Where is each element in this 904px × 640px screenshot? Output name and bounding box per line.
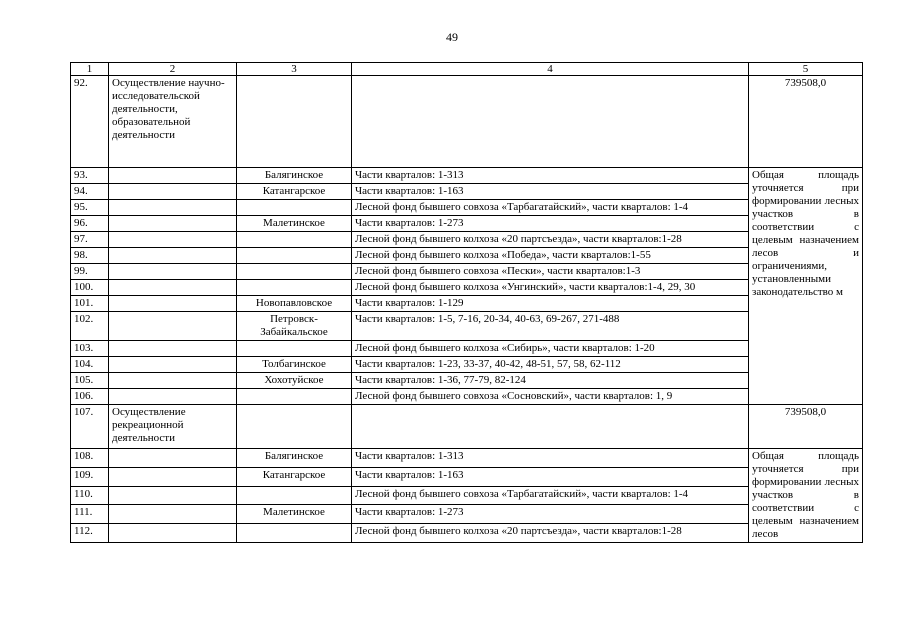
row-number: 92. xyxy=(71,76,109,168)
forestry-name: Новопавловское xyxy=(237,296,352,312)
forestry-name: Катангарское xyxy=(237,467,352,486)
forestry-name xyxy=(237,486,352,505)
table-row xyxy=(71,341,863,357)
row-number: 94. xyxy=(71,184,109,200)
forestry-name xyxy=(237,341,352,357)
row-number: 97. xyxy=(71,232,109,248)
location-description: Лесной фонд бывшего колхоза «Унгинский», части кварталов:1-4, 29, 30 xyxy=(352,280,749,296)
header-row xyxy=(71,63,863,76)
location-description xyxy=(352,76,749,168)
location-description xyxy=(352,405,749,449)
activity-type xyxy=(109,467,237,486)
forestry-name: Балягинское xyxy=(237,168,352,184)
total-area: 739508,0 xyxy=(749,76,863,168)
forestry-name xyxy=(237,524,352,543)
location-description: Части кварталов: 1-5, 7-16, 20-34, 40-63, 69-267, 271-488 xyxy=(352,312,749,341)
area-note: Общая площадь уточняется при формировании лесных участков в соответствии с целевым назначением лесов xyxy=(749,449,863,543)
location-description: Части кварталов: 1-273 xyxy=(352,505,749,524)
table-row xyxy=(71,296,863,312)
location-description: Части кварталов: 1-313 xyxy=(352,449,749,468)
forestry-name: Хохотуйское xyxy=(237,373,352,389)
activity-type: Осуществление научно-исследовательской деятельности, образовательной деятельности xyxy=(109,76,237,168)
forest-use-table xyxy=(70,62,863,543)
activity-type xyxy=(109,357,237,373)
forestry-name xyxy=(237,200,352,216)
row-number: 107. xyxy=(71,405,109,449)
table-row xyxy=(71,524,863,543)
table-row xyxy=(71,373,863,389)
row-number: 93. xyxy=(71,168,109,184)
location-description: Части кварталов: 1-23, 33-37, 40-42, 48-51, 57, 58, 62-112 xyxy=(352,357,749,373)
location-description: Части кварталов: 1-163 xyxy=(352,467,749,486)
table-row xyxy=(71,357,863,373)
forestry-name: Петровск-Забайкальское xyxy=(237,312,352,341)
activity-type xyxy=(109,248,237,264)
row-number: 100. xyxy=(71,280,109,296)
row-number: 105. xyxy=(71,373,109,389)
activity-type xyxy=(109,505,237,524)
row-number: 96. xyxy=(71,216,109,232)
table-row xyxy=(71,184,863,200)
forestry-name: Толбагинское xyxy=(237,357,352,373)
row-number: 102. xyxy=(71,312,109,341)
table-row xyxy=(71,389,863,405)
table-row xyxy=(71,232,863,248)
table-row xyxy=(71,280,863,296)
location-description: Лесной фонд бывшего колхоза «20 партсъезда», части кварталов:1-28 xyxy=(352,232,749,248)
table-row xyxy=(71,168,863,184)
page-number: 49 xyxy=(446,30,458,44)
table-row xyxy=(71,467,863,486)
row-number: 104. xyxy=(71,357,109,373)
forestry-name xyxy=(237,248,352,264)
activity-type xyxy=(109,232,237,248)
forestry-name: Малетинское xyxy=(237,505,352,524)
location-description: Лесной фонд бывшего колхоза «20 партсъезда», части кварталов:1-28 xyxy=(352,524,749,543)
table-row xyxy=(71,264,863,280)
forestry-name: Малетинское xyxy=(237,216,352,232)
forestry-name: Балягинское xyxy=(237,449,352,468)
row-number: 109. xyxy=(71,467,109,486)
activity-type xyxy=(109,312,237,341)
activity-type xyxy=(109,184,237,200)
location-description: Лесной фонд бывшего совхоза «Пески», части кварталов:1-3 xyxy=(352,264,749,280)
table-row xyxy=(71,505,863,524)
row-number: 101. xyxy=(71,296,109,312)
activity-type xyxy=(109,341,237,357)
table-row xyxy=(71,248,863,264)
activity-type xyxy=(109,264,237,280)
activity-type xyxy=(109,389,237,405)
table-row xyxy=(71,405,863,449)
row-number: 103. xyxy=(71,341,109,357)
row-number: 111. xyxy=(71,505,109,524)
activity-type xyxy=(109,524,237,543)
column-header: 3 xyxy=(237,63,352,76)
activity-type xyxy=(109,280,237,296)
column-header: 1 xyxy=(71,63,109,76)
activity-type xyxy=(109,486,237,505)
forestry-name xyxy=(237,389,352,405)
table-row xyxy=(71,76,863,168)
activity-type xyxy=(109,373,237,389)
row-number: 95. xyxy=(71,200,109,216)
forestry-name xyxy=(237,280,352,296)
row-number: 112. xyxy=(71,524,109,543)
column-header: 4 xyxy=(352,63,749,76)
table-row xyxy=(71,449,863,468)
table-row xyxy=(71,216,863,232)
row-number: 98. xyxy=(71,248,109,264)
forestry-name xyxy=(237,232,352,248)
location-description: Лесной фонд бывшего совхоза «Тарбагатайский», части кварталов: 1-4 xyxy=(352,200,749,216)
column-header: 2 xyxy=(109,63,237,76)
forestry-name xyxy=(237,405,352,449)
location-description: Части кварталов: 1-129 xyxy=(352,296,749,312)
activity-type: Осуществление рекреационной деятельности xyxy=(109,405,237,449)
row-number: 99. xyxy=(71,264,109,280)
forestry-name xyxy=(237,76,352,168)
location-description: Лесной фонд бывшего колхоза «Победа», части кварталов:1-55 xyxy=(352,248,749,264)
table-row xyxy=(71,486,863,505)
location-description: Части кварталов: 1-313 xyxy=(352,168,749,184)
forestry-name xyxy=(237,264,352,280)
location-description: Лесной фонд бывшего совхоза «Сосновский», части кварталов: 1, 9 xyxy=(352,389,749,405)
location-description: Лесной фонд бывшего колхоза «Сибирь», части кварталов: 1-20 xyxy=(352,341,749,357)
location-description: Части кварталов: 1-163 xyxy=(352,184,749,200)
table-row xyxy=(71,312,863,341)
activity-type xyxy=(109,449,237,468)
column-header: 5 xyxy=(749,63,863,76)
row-number: 106. xyxy=(71,389,109,405)
row-number: 108. xyxy=(71,449,109,468)
activity-type xyxy=(109,200,237,216)
table-row xyxy=(71,200,863,216)
total-area: 739508,0 xyxy=(749,405,863,449)
row-number: 110. xyxy=(71,486,109,505)
location-description: Части кварталов: 1-36, 77-79, 82-124 xyxy=(352,373,749,389)
area-note: Общая площадь уточняется при формировании лесных участков в соответствии с целевым назначением лесов и ограничениями, установленными законодательство м xyxy=(749,168,863,405)
activity-type xyxy=(109,296,237,312)
location-description: Лесной фонд бывшего совхоза «Тарбагатайский», части кварталов: 1-4 xyxy=(352,486,749,505)
location-description: Части кварталов: 1-273 xyxy=(352,216,749,232)
activity-type xyxy=(109,216,237,232)
activity-type xyxy=(109,168,237,184)
forestry-name: Катангарское xyxy=(237,184,352,200)
